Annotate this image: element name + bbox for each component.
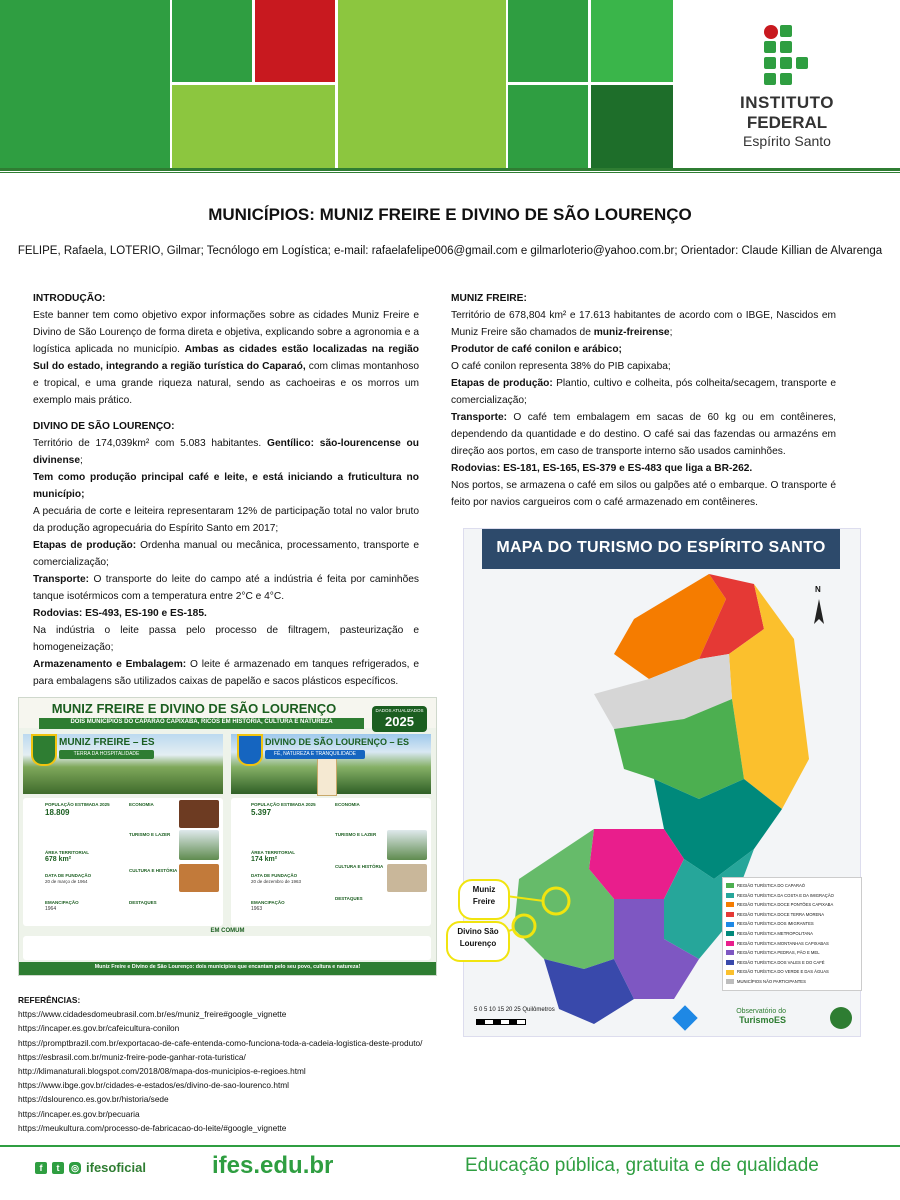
muniz-gentilico: muniz-freirense (593, 327, 670, 338)
logo-line3: Espírito Santo (743, 133, 831, 149)
legend-swatch (726, 931, 734, 936)
footer-slogan: Educação pública, gratuita e de qualidade (465, 1155, 819, 1176)
legend-swatch (726, 970, 734, 975)
tourism-map (457, 528, 861, 1037)
muniz-heading: MUNIZ FREIRE: (451, 293, 527, 304)
legend-label: REGIÃO TURÍSTICA DO CAPARAÓ (737, 883, 806, 888)
references-heading: REFERÊNCIAS: (18, 995, 81, 1005)
twitter-icon[interactable]: t (52, 1162, 64, 1174)
dsl-found-label: DATA DE FUNDAÇÃO (251, 873, 298, 878)
reference-link[interactable]: https://meukultura.com/processo-de-fabricacao-do-leite/#google_vignette (18, 1122, 287, 1133)
map-legend (722, 877, 862, 991)
muniz-transporte-text: O café tem embalagem em sacas de 60 kg ou em contêineres, dependendo da quantidade e do destino. O café sai das fazendas ou armazéns em direção aos portos, em caso de transporte interno são usados caminhões. (451, 412, 836, 457)
legend-item (726, 967, 858, 977)
dsl-pop: 5.397 (251, 808, 272, 817)
legend-label: REGIÃO TURÍSTICA MONTANHAS CAPIXABAS (737, 940, 829, 946)
legend-item (726, 910, 858, 920)
dsl-eman: 1963 (251, 906, 263, 912)
dsl-area: 174 km² (251, 856, 278, 863)
mf-pop: 18.809 (45, 808, 70, 817)
intro-paragraph (33, 307, 419, 409)
divino-transporte (33, 571, 419, 605)
legend-label: REGIÃO TURÍSTICA DOS VALES E DO CAFÉ (737, 959, 825, 965)
header-block (508, 0, 588, 82)
divino-pecuaria: A pecuária de corte e leiteira representaram 12% de participação total no valor bruto da produção agropecuária do Espírito Santo em 2017; (33, 506, 419, 534)
logo-line1: INSTITUTO (740, 93, 834, 112)
header-divider (0, 168, 900, 171)
legend-item (726, 948, 858, 958)
references-list (18, 1007, 438, 1135)
reference-link[interactable]: https://incaper.es.gov.br/cafeicultura-conilon (18, 1023, 180, 1034)
legend-swatch (726, 979, 734, 984)
dsl-tag: FÉ, NATUREZA E TRANQUILIDADE (273, 751, 357, 757)
instagram-icon[interactable]: ◎ (69, 1162, 81, 1174)
reference-link[interactable]: https://incaper.es.gov.br/pecuaria (18, 1108, 140, 1119)
legend-item (726, 929, 858, 939)
divino-etapas (33, 537, 419, 571)
page-title: MUNICÍPIOS: MUNIZ FREIRE E DIVINO DE SÃO LOURENÇO (208, 205, 692, 224)
muniz-produtor: Produtor de café conilon e arábico; (451, 344, 622, 355)
intro-bold: Ambas as cidades estão localizadas na região Sul do estado, integrando a região turística do Caparaó, (33, 344, 419, 372)
dsl-waterfall-photo (387, 830, 427, 860)
header-block (591, 85, 673, 168)
muniz-etapas-text: Plantio, cultivo e colheita, pós colheita/secagem, transporte e comercialização; (451, 378, 836, 406)
muniz-transporte-label: Transporte: (451, 412, 508, 423)
mf-area-label: ÁREA TERRITORIAL (45, 850, 90, 855)
badge-year: 2025 (385, 714, 414, 729)
mf-crest (31, 734, 57, 766)
footer-site[interactable]: ifes.edu.br (212, 1152, 334, 1179)
north-arrow-icon (814, 599, 824, 624)
divino-armazenamento (33, 656, 419, 690)
mf-found-label: DATA DE FUNDAÇÃO (45, 873, 92, 878)
muniz-transporte (451, 409, 836, 460)
legend-swatch (726, 960, 734, 965)
logo-line2: FEDERAL (746, 113, 828, 132)
scale-label: 5 0 5 10 15 20 25 Quilômetros (474, 1007, 555, 1013)
legend-item (726, 881, 858, 891)
left-column (33, 290, 419, 690)
mf-turismo: TURISMO E LAZER (129, 832, 171, 837)
intro-text: Este banner tem como objetivo expor informações sobre as cidades Muniz Freire e Divino de São Lourenço de forma direta e objetiva, explicando sobre a agronomia e a logística aplicada no município. (33, 310, 419, 355)
dsl-church-photo (387, 864, 427, 892)
reference-link[interactable]: https://dslourenco.es.gov.br/historia/sede (18, 1094, 169, 1105)
divino-rodovias: Rodovias: ES-493, ES-190 e ES-185. (33, 608, 207, 619)
reference-link[interactable]: https://promptbrazil.com.br/exportacao-de-cafe-entenda-como-funciona-toda-a-cadeia-logistica-deste-produto/ (18, 1037, 423, 1048)
observatorio-line1: Observatório do (736, 1008, 786, 1015)
scale-bar (476, 1019, 526, 1025)
banner-bottom: Muniz Freire e Divino de São Lourenço: dois municípios que encantam pelo seu povo, cultura e natureza! (94, 964, 361, 970)
legend-label: REGIÃO TURÍSTICA DO VERDE E DAS ÁGUAS (737, 969, 829, 975)
observatorio-line2: TurismoES (739, 1015, 786, 1025)
social-handle[interactable]: ifesoficial (86, 1160, 146, 1175)
header-block (172, 0, 252, 82)
divino-armazenamento-label: Armazenamento e Embalagem: (33, 659, 187, 670)
callout-muniz (458, 879, 510, 920)
logo-square (764, 41, 776, 53)
divino-etapas-label: Etapas de produção: (33, 540, 137, 551)
header-divider-thin (0, 172, 900, 173)
legend-swatch (726, 883, 734, 888)
divino-armazenamento-text: O leite é armazenado em tanques refrigerados, e para embalagens são utilizados caixas de papelão e sacos plásticos específicos. (33, 659, 419, 687)
mf-waterfall-photo (179, 830, 219, 860)
callout-muniz-line2: Freire (472, 897, 496, 906)
es-gov-logo (830, 1007, 852, 1029)
dsl-church (317, 756, 337, 796)
legend-item (726, 939, 858, 949)
em-comum-row (23, 936, 431, 960)
banner-subtitle: DOIS MUNICÍPIOS DO CAPARAÓ CAPIXABA, RICOS EM HISTÓRIA, CULTURA E NATUREZA (70, 719, 333, 725)
right-column (451, 290, 836, 511)
muniz-etapas (451, 375, 836, 409)
legend-swatch (726, 950, 734, 955)
header-block (0, 0, 170, 168)
muniz-conilon: O café conilon representa 38% do PIB capixaba; (451, 361, 671, 372)
mf-economia: ECONOMIA (129, 802, 154, 807)
legend-label: REGIÃO TURÍSTICA METROPOLITANA (737, 930, 813, 936)
reference-link[interactable]: https://www.ibge.gov.br/cidades-e-estados/es/divino-de-sao-lourenco.html (18, 1080, 290, 1091)
callout-divino-line1: Divino São (457, 927, 499, 936)
header (0, 0, 900, 170)
intro-heading: INTRODUÇÃO: (33, 293, 106, 304)
dsl-economia: ECONOMIA (335, 802, 360, 807)
legend-label: REGIÃO TURÍSTICA DA COSTA E DA IMIGRAÇÃO (737, 892, 834, 898)
divino-gentilico: Gentílico: são-lourencense ou divinense (33, 438, 419, 466)
muniz-portos: Nos portos, se armazena o café em silos ou galpões até o embarque. O transporte é feito por navios cargueiros com o café armazenado em contêineres. (451, 480, 836, 508)
references (18, 993, 438, 1135)
dsl-found: 20 de dezembro de 1963 (251, 879, 302, 884)
muniz-territory (451, 307, 836, 341)
logo-square (780, 57, 792, 69)
divino-heading: DIVINO DE SÃO LOURENÇO: (33, 421, 175, 432)
mf-pop-label: POPULAÇÃO ESTIMADA 2025 (45, 802, 110, 807)
callout-divino (446, 921, 510, 962)
logo-square (780, 73, 792, 85)
divino-production: Tem como produção principal café e leite, e está iniciando a fruticultura no município; (33, 472, 419, 500)
north-label: N (815, 585, 821, 594)
divino-semicolon: ; (80, 455, 83, 466)
divino-industria: Na indústria o leite passa pelo processo de filtragem, pasteurização e homogeneização; (33, 625, 419, 653)
logo-square (764, 57, 776, 69)
em-comum-label: EM COMUM (210, 928, 245, 934)
legend-swatch (726, 902, 734, 907)
legend-item (726, 958, 858, 968)
divino-etapas-text: Ordenha manual ou mecânica, processamento, transporte e comercialização; (33, 540, 419, 568)
authors-line: FELIPE, Rafaela, LOTERIO, Gilmar; Tecnólogo em Logística; e-mail: rafaelafelipe006@gmail.com e gilmarloterio@yahoo.com.br; Orientador: Claude Killian de Alvarenga (17, 245, 883, 257)
dsl-crest (237, 734, 263, 766)
map-title: MAPA DO TURISMO DO ESPÍRITO SANTO (496, 539, 826, 556)
muniz-territory-text: Território de 678,804 km² e 17.613 habitantes de acordo com o IBGE, Nascidos em Muniz Freire são chamados de (451, 310, 836, 338)
legend-swatch (726, 922, 734, 927)
logo-square (796, 57, 808, 69)
mf-cultura: CULTURA E HISTÓRIA (129, 868, 178, 873)
legend-label: MUNICÍPIOS NÃO PARTICIPANTES (737, 978, 806, 984)
legend-item (726, 977, 858, 987)
dsl-name: DIVINO DE SÃO LOURENÇO – ES (265, 737, 410, 747)
mf-eman-label: EMANCIPAÇÃO (45, 900, 79, 905)
header-block (172, 85, 335, 168)
legend-swatch (726, 941, 734, 946)
mf-area: 678 km² (45, 856, 72, 863)
facebook-icon[interactable]: f (35, 1162, 47, 1174)
mf-found: 20 de março de 1964 (45, 879, 88, 884)
mf-name: MUNIZ FREIRE – ES (59, 737, 155, 748)
logo-square (764, 73, 776, 85)
callout-muniz-line1: Muniz (472, 885, 496, 894)
header-block (338, 0, 506, 168)
ifes-logo (732, 25, 842, 150)
header-block (255, 0, 335, 82)
badge-small: DADOS ATUALIZADOS (375, 708, 424, 713)
dsl-cultura: CULTURA E HISTÓRIA (335, 864, 384, 869)
logo-square (780, 41, 792, 53)
logo-square (780, 25, 792, 37)
header-block (591, 0, 673, 82)
mf-eman: 1964 (45, 906, 57, 912)
logo-red-dot (764, 25, 778, 39)
divino-transporte-text: O transporte do leite do campo até a indústria é feita por caminhões tanque isotérmicos com a temperatura entre 2°C e 4°C. (33, 574, 419, 602)
divino-territory (33, 435, 419, 469)
legend-item (726, 919, 858, 929)
reference-link[interactable]: https://esbrasil.com.br/muniz-freire-pode-ganhar-rota-turistica/ (18, 1051, 246, 1062)
observatorio-logo (726, 1007, 786, 1025)
header-block (508, 85, 588, 168)
dsl-turismo: TURISMO E LAZER (335, 832, 377, 837)
legend-label: REGIÃO TURÍSTICA DOCE PONTÕES CAPIXABA (737, 902, 834, 908)
muniz-etapas-label: Etapas de produção: (451, 378, 553, 389)
dsl-eman-label: EMANCIPAÇÃO (251, 900, 285, 905)
legend-label: REGIÃO TURÍSTICA PEDRAS, PÃO E MEL (737, 950, 820, 956)
legend-swatch (726, 893, 734, 898)
muniz-semicolon: ; (669, 327, 673, 338)
footer-divider (0, 1145, 900, 1147)
dsl-area-label: ÁREA TERRITORIAL (251, 850, 296, 855)
intro-text-end: com climas montanhoso e tropical, e uma grande riqueza natural, sendo as cachoeiras e os morros um exemplo mais prático. (33, 361, 419, 406)
mf-tag: TERRA DA HOSPITALIDADE (73, 751, 140, 757)
mf-festival-photo (179, 864, 219, 892)
dsl-pop-label: POPULAÇÃO ESTIMADA 2025 (251, 802, 316, 807)
reference-link[interactable]: https://www.cidadesdomeubrasil.com.br/es/muniz_freire#google_vignette (18, 1009, 287, 1020)
mf-coffee-photo (179, 800, 219, 828)
legend-swatch (726, 912, 734, 917)
callout-divino-line2: Lourenço (459, 939, 497, 948)
banner-title: MUNIZ FREIRE E DIVINO DE SÃO LOURENÇO (51, 701, 337, 716)
footer-social[interactable] (35, 1160, 146, 1175)
infographic-banner (18, 697, 437, 976)
divino-transporte-label: Transporte: (33, 574, 90, 585)
muniz-rodovias: Rodovias: ES-181, ES-165, ES-379 e ES-483 que liga a BR-262. (451, 463, 753, 474)
legend-item (726, 891, 858, 901)
legend-item (726, 900, 858, 910)
dsl-destaques: DESTAQUES (335, 896, 363, 901)
legend-label: REGIÃO TURÍSTICA DOCE TERRA MORENA (737, 911, 825, 917)
divino-territory-text: Território de 174,039km² com 5.083 habitantes. (33, 438, 262, 449)
reference-link[interactable]: http://klimanaturali.blogspot.com/2018/08/mapa-dos-municipios-e-regioes.html (18, 1066, 306, 1077)
mf-destaques: DESTAQUES (129, 900, 157, 905)
legend-label: REGIÃO TURÍSTICA DOS IMIGRANTES (737, 921, 814, 927)
